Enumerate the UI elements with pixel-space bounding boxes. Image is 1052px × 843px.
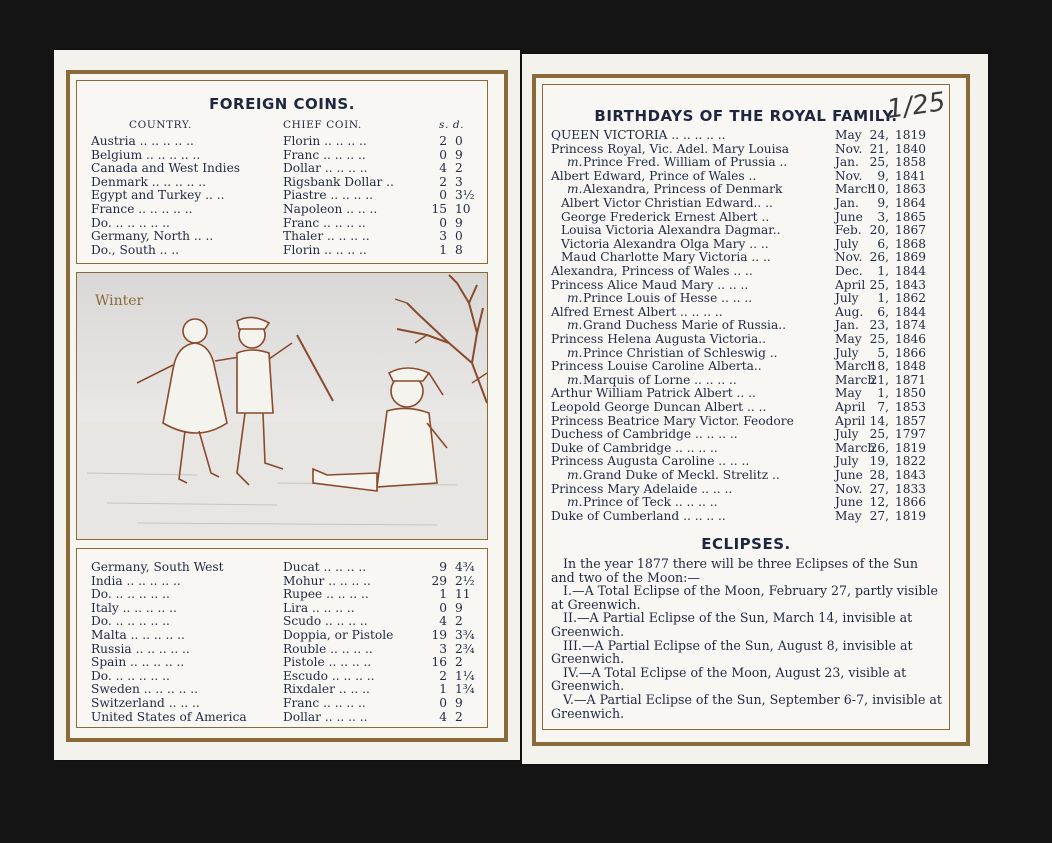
coin-country: Do. .. .. .. .. ..: [91, 614, 170, 629]
royal-name: Maud Charlotte Mary Victoria .. ..: [561, 250, 771, 265]
birth-year: 1866: [895, 495, 927, 510]
royal-name: Victoria Alexandra Olga Mary .. ..: [561, 236, 769, 251]
eclipses-intro: In the year 1877 there will be three Eclipses of the Sun and two of the Moon:—: [551, 556, 918, 585]
coin-name: Pistole .. .. .. ..: [283, 655, 372, 670]
royal-name: Louisa Victoria Alexandra Dagmar..: [561, 223, 781, 238]
coin-country: Canada and West Indies: [91, 161, 241, 176]
birth-month: July: [835, 291, 859, 306]
birth-year: 1866: [895, 345, 927, 360]
coin-name: Rouble .. .. .. ..: [283, 641, 373, 656]
royal-name: Prince of Teck .. .. .. ..: [583, 495, 718, 510]
birth-year: 1869: [895, 250, 927, 265]
coin-name: Piastre .. .. .. ..: [283, 188, 374, 203]
birth-day: 26,: [869, 440, 889, 455]
coin-shillings: 9: [439, 560, 447, 574]
birth-month: July: [835, 345, 859, 360]
birth-year: 1844: [895, 304, 927, 319]
coin-name: Ducat .. .. .. ..: [283, 560, 367, 574]
birth-year: 1865: [895, 209, 927, 224]
royal-name: Princess Royal, Vic. Adel. Mary Louisa: [551, 141, 790, 156]
coin-pence: 3¾: [455, 628, 475, 642]
coin-shillings: 2: [439, 174, 447, 189]
chief-coin-header: CHIEF COIN.: [283, 119, 362, 131]
coin-shillings: 2: [439, 134, 447, 148]
royal-name: Princess Alice Maud Mary .. .. ..: [551, 277, 749, 292]
coin-pence: 3: [455, 174, 463, 189]
birth-month: Jan.: [835, 196, 859, 210]
royal-name: Alfred Ernest Albert .. .. .. ..: [551, 304, 723, 319]
birth-month: Nov.: [835, 481, 863, 496]
birth-day: 26,: [869, 250, 889, 265]
coin-pence: 4¾: [455, 560, 475, 574]
birth-month: June: [835, 495, 863, 510]
birth-day: 19,: [869, 454, 889, 469]
coin-name: Franc .. .. .. ..: [283, 215, 366, 230]
coin-name: Rupee .. .. .. ..: [283, 587, 369, 602]
royal-name: Duke of Cumberland .. .. .. ..: [551, 508, 726, 523]
birth-month: March: [835, 440, 876, 455]
birth-year: 1841: [895, 168, 927, 183]
birth-year: 1863: [895, 182, 927, 197]
coin-country: Switzerland .. .. ..: [91, 696, 200, 710]
royal-name: Princess Augusta Caroline .. .. ..: [551, 454, 750, 469]
married-prefix: m.: [567, 182, 583, 197]
coin-name: Dollar .. .. .. ..: [283, 161, 368, 176]
coin-country: Do. .. .. .. .. ..: [91, 668, 170, 683]
coin-shillings: 3: [439, 641, 447, 656]
eclipse-item: III.—A Partial Eclipse of the Sun, August 8, invisible at Greenwich.: [551, 637, 913, 667]
winter-picture-panel: [76, 272, 488, 540]
birth-month: March: [835, 359, 876, 374]
married-prefix: m.: [567, 495, 583, 510]
birth-year: 1843: [895, 468, 927, 482]
winter-skating-illustration: [77, 273, 487, 539]
coin-shillings: 0: [439, 600, 447, 615]
birth-year: 1844: [895, 264, 927, 278]
birth-day: 23,: [869, 318, 889, 333]
birth-year: 1846: [895, 332, 927, 346]
coin-pence: 9: [455, 147, 463, 162]
coin-pence: 0: [455, 229, 463, 244]
birth-year: 1868: [895, 236, 927, 251]
birth-day: 9,: [877, 196, 889, 210]
birth-day: 21,: [869, 372, 889, 387]
birth-year: 1819: [895, 508, 927, 523]
birth-month: May: [835, 128, 862, 142]
sd-header: s. d.: [439, 119, 465, 131]
coin-pence: 2: [455, 161, 463, 176]
winter-caption: Winter: [95, 293, 144, 309]
birth-day: 1,: [877, 386, 889, 401]
married-prefix: m.: [567, 155, 583, 170]
coin-country: Do., South .. ..: [91, 242, 180, 257]
eclipse-item: I.—A Total Eclipse of the Moon, February 27, partly visible at Greenwich.: [551, 583, 938, 612]
birth-year: 1871: [895, 372, 927, 387]
birth-year: 1864: [895, 196, 927, 210]
birth-month: Dec.: [835, 264, 863, 278]
birth-year: 1819: [895, 128, 927, 142]
coin-shillings: 0: [439, 147, 447, 162]
coin-name: Franc .. .. .. ..: [283, 147, 366, 162]
coin-shillings: 4: [439, 709, 447, 724]
birth-year: 1822: [895, 454, 927, 469]
eclipse-item: IV.—A Total Eclipse of the Moon, August 23, visible at Greenwich.: [551, 664, 907, 694]
birth-month: Nov.: [835, 168, 863, 183]
coin-pence: 1¾: [455, 682, 475, 697]
coin-name: Mohur .. .. .. ..: [283, 573, 371, 588]
birth-year: 1819: [895, 440, 927, 455]
birth-month: Jan.: [835, 318, 859, 333]
coin-country: United States of America: [91, 709, 247, 724]
birth-day: 6,: [877, 304, 889, 319]
birth-year: 1848: [895, 359, 927, 374]
birth-day: 6,: [877, 236, 889, 251]
coin-pence: 2¾: [455, 641, 475, 656]
coin-country: Do. .. .. .. .. ..: [91, 587, 170, 602]
coin-shillings: 1: [439, 242, 447, 257]
birth-day: 21,: [869, 141, 889, 156]
birth-day: 1,: [877, 264, 889, 278]
coin-pence: 11: [455, 587, 471, 602]
coin-pence: 9: [455, 215, 463, 230]
birth-year: 1850: [895, 386, 927, 401]
coin-country: Egypt and Turkey .. ..: [91, 188, 225, 203]
coin-country: France .. .. .. .. ..: [91, 202, 193, 216]
left-page: [54, 50, 520, 760]
royal-name: Grand Duke of Meckl. Strelitz ..: [583, 468, 780, 482]
country-header: COUNTRY.: [129, 119, 192, 131]
married-prefix: m.: [567, 345, 583, 360]
coin-pence: 8: [455, 242, 463, 257]
birth-month: Nov.: [835, 141, 863, 156]
coin-country: Germany, South West: [91, 560, 224, 574]
birth-day: 14,: [869, 413, 889, 428]
coin-name: Escudo .. .. .. ..: [283, 668, 375, 683]
coin-shillings: 19: [431, 628, 447, 642]
royal-name: Alexandra, Princess of Wales .. ..: [551, 264, 753, 278]
coin-country: Belgium .. .. .. .. ..: [91, 147, 201, 162]
coin-shillings: 15: [431, 202, 447, 216]
royal-name: Princess Beatrice Mary Victor. Feodore: [551, 413, 794, 428]
birth-day: 20,: [869, 223, 889, 238]
birth-day: 27,: [869, 508, 889, 523]
royal-name: Prince Christian of Schleswig ..: [583, 345, 778, 360]
birth-day: 12,: [869, 495, 889, 510]
royal-name: Princess Helena Augusta Victoria..: [551, 332, 767, 346]
royal-name: George Frederick Ernest Albert ..: [561, 209, 770, 224]
birth-day: 1,: [877, 291, 889, 306]
eclipse-item: II.—A Partial Eclipse of the Sun, March 14, invisible at Greenwich.: [551, 610, 913, 639]
foreign-coins-title: FOREIGN COINS.: [209, 95, 355, 113]
coin-shillings: 2: [439, 668, 447, 683]
royal-name: Princess Mary Adelaide .. .. ..: [551, 481, 733, 496]
coin-name: Florin .. .. .. ..: [283, 134, 367, 148]
royal-name: Grand Duchess Marie of Russia..: [583, 318, 786, 333]
birth-day: 5,: [877, 345, 889, 360]
coin-country: Sweden .. .. .. .. ..: [91, 682, 198, 697]
coin-pence: 10: [455, 202, 471, 216]
coin-name: Scudo .. .. .. ..: [283, 614, 368, 629]
birth-month: April: [835, 413, 866, 428]
coin-shillings: 29: [431, 573, 447, 588]
coin-country: Do. .. .. .. .. ..: [91, 215, 170, 230]
birth-month: May: [835, 386, 862, 401]
coin-name: Rigsbank Dollar ..: [283, 174, 394, 189]
birth-month: April: [835, 400, 866, 414]
birth-month: March: [835, 372, 876, 387]
royal-name: Alexandra, Princess of Denmark: [583, 182, 783, 197]
birthdays-panel: [542, 84, 950, 730]
birth-year: 1862: [895, 291, 927, 306]
birth-year: 1833: [895, 481, 927, 496]
coin-country: Spain .. .. .. .. ..: [91, 655, 185, 670]
right-gold-frame: [532, 74, 970, 746]
coin-shillings: 1: [439, 682, 447, 697]
right-page: [522, 54, 988, 764]
coin-shillings: 0: [439, 215, 447, 230]
coin-pence: 3½: [455, 188, 475, 203]
birth-day: 25,: [869, 427, 889, 442]
birth-year: 1840: [895, 141, 927, 156]
coin-country: Denmark .. .. .. .. ..: [91, 174, 206, 189]
royal-name: Prince Fred. William of Prussia ..: [583, 155, 788, 170]
coin-country: Russia .. .. .. .. ..: [91, 641, 190, 656]
birth-month: July: [835, 427, 859, 442]
birth-day: 25,: [869, 332, 889, 346]
coin-shillings: 4: [439, 161, 447, 176]
royal-name: Prince Louis of Hesse .. .. ..: [583, 291, 753, 306]
coin-name: Franc .. .. .. ..: [283, 696, 366, 710]
royal-name: QUEEN VICTORIA .. .. .. .. ..: [551, 128, 726, 142]
birth-month: Feb.: [835, 223, 862, 238]
coin-pence: 9: [455, 600, 463, 615]
birth-month: April: [835, 277, 866, 292]
coin-name: Florin .. .. .. ..: [283, 242, 367, 257]
coin-shillings: 16: [431, 655, 447, 670]
coin-name: Rixdaler .. .. ..: [283, 682, 370, 697]
royal-name: Albert Edward, Prince of Wales ..: [551, 168, 757, 183]
birth-month: July: [835, 236, 859, 251]
coin-name: Lira .. .. .. ..: [283, 600, 355, 615]
royal-name: Albert Victor Christian Edward.. ..: [561, 196, 773, 210]
birth-day: 10,: [869, 182, 889, 197]
royal-name: Princess Louise Caroline Alberta..: [551, 359, 762, 374]
birth-year: 1853: [895, 400, 927, 414]
birth-day: 7,: [877, 400, 889, 414]
birth-day: 9,: [877, 168, 889, 183]
coin-pence: 2: [455, 614, 463, 629]
coin-pence: 0: [455, 134, 463, 148]
royal-name: Arthur William Patrick Albert .. ..: [551, 386, 756, 401]
birth-day: 25,: [869, 277, 889, 292]
coin-pence: 9: [455, 696, 463, 710]
married-prefix: m.: [567, 291, 583, 306]
eclipses-text: [551, 557, 943, 720]
handwritten-price: 1/25: [885, 87, 948, 125]
coin-country: Italy .. .. .. .. ..: [91, 600, 177, 615]
coin-shillings: 4: [439, 614, 447, 629]
left-gold-frame: [66, 70, 508, 742]
royal-name: Duke of Cambridge .. .. .. ..: [551, 440, 718, 455]
birth-year: 1867: [895, 223, 927, 238]
married-prefix: m.: [567, 468, 583, 482]
coin-shillings: 0: [439, 696, 447, 710]
royal-name: Leopold George Duncan Albert .. ..: [551, 400, 767, 414]
coin-name: Napoleon .. .. ..: [283, 202, 378, 216]
eclipses-title: ECLIPSES.: [701, 535, 791, 553]
birth-year: 1874: [895, 318, 927, 333]
royal-name: Marquis of Lorne .. .. .. ..: [583, 372, 737, 387]
coin-name: Thaler .. .. .. ..: [283, 229, 370, 244]
coin-pence: 2: [455, 655, 463, 670]
coin-pence: 2½: [455, 573, 475, 588]
foreign-coins-panel: [76, 80, 488, 264]
birth-year: 1857: [895, 413, 927, 428]
coin-shillings: 3: [439, 229, 447, 244]
birth-year: 1797: [895, 427, 927, 442]
coin-pence: 1¼: [455, 668, 475, 683]
coin-country: India .. .. .. .. ..: [91, 573, 181, 588]
coin-pence: 2: [455, 709, 463, 724]
coin-shillings: 1: [439, 587, 447, 602]
birth-month: Nov.: [835, 250, 863, 265]
birth-day: 28,: [869, 468, 889, 482]
royal-name: Duchess of Cambridge .. .. .. ..: [551, 427, 738, 442]
birth-day: 24,: [869, 128, 889, 142]
birth-year: 1843: [895, 277, 927, 292]
foreign-coins-continued-panel: [76, 548, 488, 728]
married-prefix: m.: [567, 318, 583, 333]
coin-name: Doppia, or Pistole: [283, 628, 394, 642]
birth-day: 18,: [869, 359, 889, 374]
birth-month: March: [835, 182, 876, 197]
married-prefix: m.: [567, 372, 583, 387]
birth-day: 25,: [869, 155, 889, 170]
birth-month: July: [835, 454, 859, 469]
coin-country: Austria .. .. .. .. ..: [91, 134, 194, 148]
birth-month: Jan.: [835, 155, 859, 170]
birth-month: June: [835, 209, 863, 224]
birth-day: 27,: [869, 481, 889, 496]
coin-shillings: 0: [439, 188, 447, 203]
birth-year: 1858: [895, 155, 927, 170]
coin-country: Malta .. .. .. .. ..: [91, 628, 185, 642]
birth-month: May: [835, 508, 862, 523]
birth-day: 3,: [877, 209, 889, 224]
birth-month: May: [835, 332, 862, 346]
birth-month: June: [835, 468, 863, 482]
coin-country: Germany, North .. ..: [91, 229, 214, 244]
eclipse-item: V.—A Partial Eclipse of the Sun, September 6-7, invisible at Greenwich.: [551, 691, 942, 721]
birth-month: Aug.: [835, 304, 864, 319]
coin-name: Dollar .. .. .. ..: [283, 709, 368, 724]
birthdays-title: BIRTHDAYS OF THE ROYAL FAMILY.: [594, 107, 898, 125]
